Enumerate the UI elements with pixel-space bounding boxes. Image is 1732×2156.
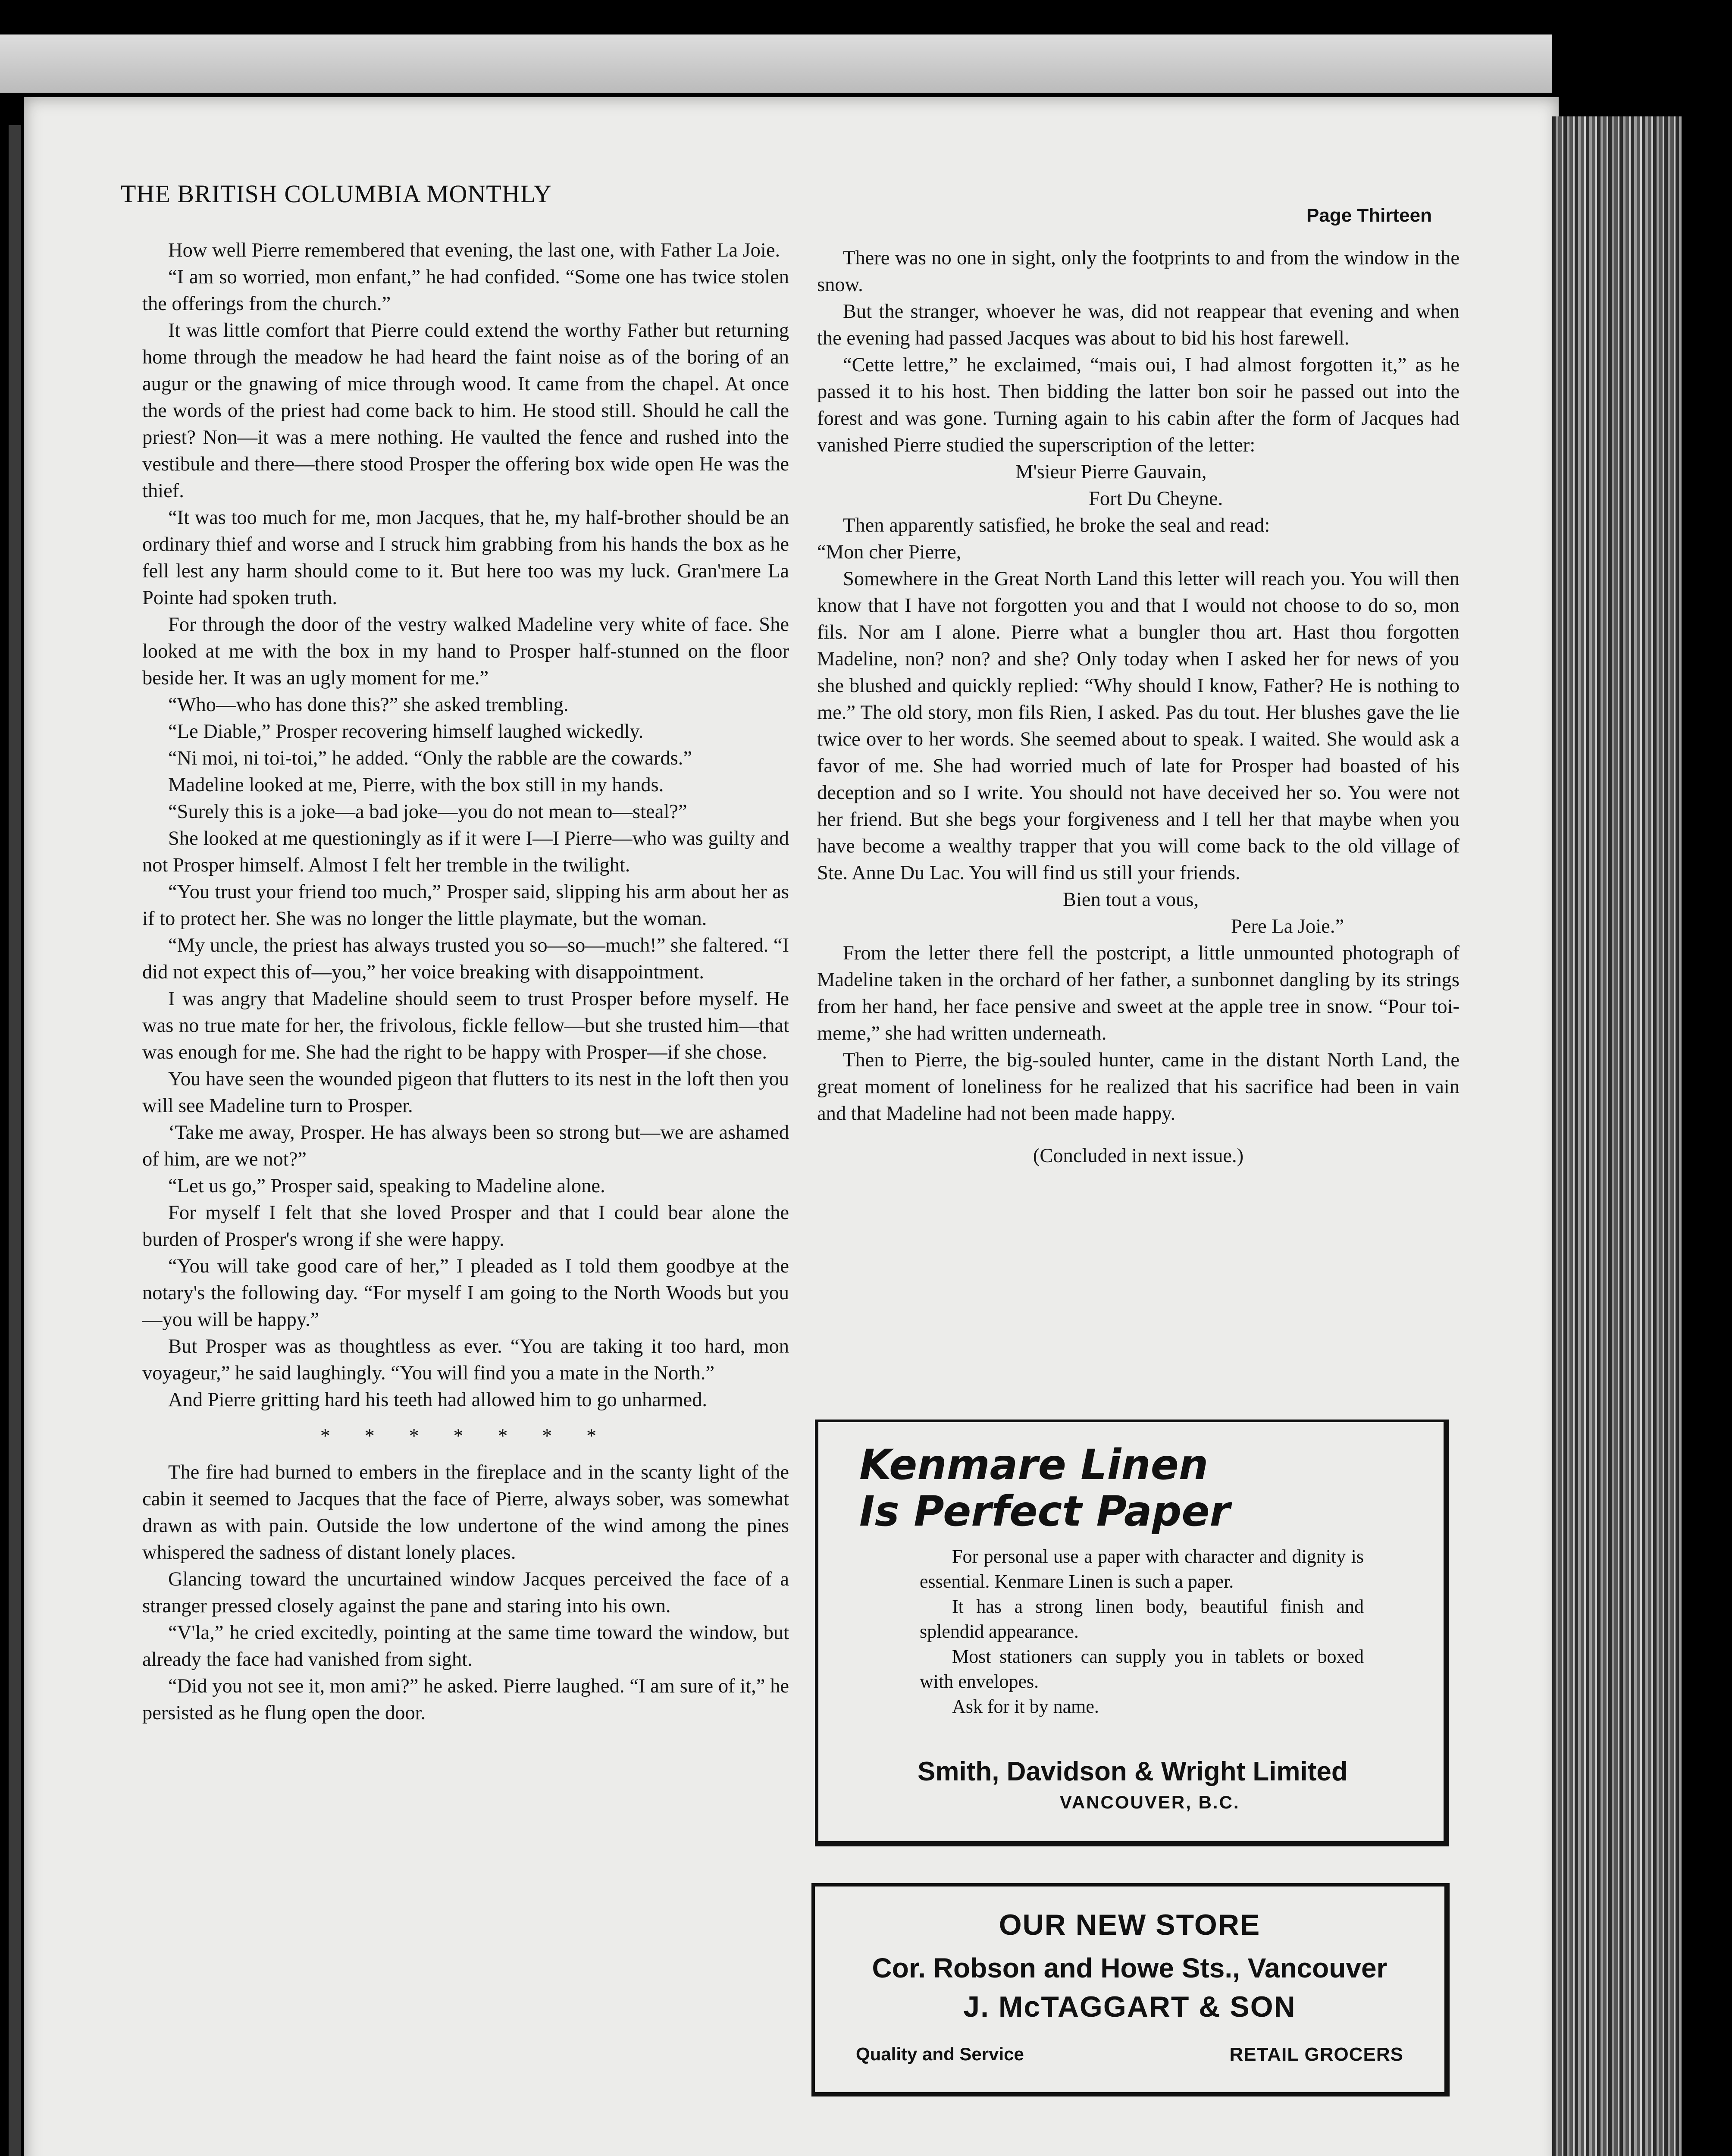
letter-body: Somewhere in the Great North Land this letter will reach you. You will then know that I have not forgotten you and that I would not choose to do so, mon fils. Nor am I alone. Pierre what a bungler thou art. Hast thou forgotten Madeline, non? non? and she? Only today when I asked her for news of you she blushed and quickly replied: “Why should I know, Father? He is nothing to me.” The old story, mon fils Rien, I asked. Pas du tout. Her blushes gave the lie twice over to her words. She seemed about to speak. I waited. She would ask a favor of me. She had worried much of late for Prosper had boasted of his deception and so I write. You should not have deceived her so. You were not her friend. But she begs your forgiveness and I tell her that maybe when you have become a wealthy trapper that you will come back to the old village of Ste. Anne Du Lac. You will find us still your friends.: [817, 568, 1460, 884]
ad-store-trade: RETAIL GROCERS: [1229, 2044, 1403, 2065]
letter-closing: Bien tout a vous,: [1063, 889, 1199, 911]
kenmare-linen-advertisement: [815, 1420, 1449, 1846]
paragraph: “Surely this is a joke—a bad joke—you do not mean to—steal?”: [168, 801, 687, 823]
ad-paragraph: Most stationers can supply you in tablets or boxed with envelopes.: [920, 1646, 1364, 1692]
scan-top-strip: [0, 34, 1552, 93]
letter-salutation: “Mon cher Pierre,: [817, 541, 962, 563]
ad-paragraph: Ask for it by name.: [952, 1696, 1099, 1717]
ad-headline-line-1: Kenmare Linen: [859, 1441, 1209, 1489]
ad-store-owner: J. McTAGGART & SON: [963, 1990, 1296, 2023]
ad-city: VANCOUVER, B.C.: [1060, 1792, 1240, 1812]
paragraph: “Let us go,” Prosper said, speaking to Madeline alone.: [168, 1175, 605, 1197]
text-column-left: [142, 237, 789, 1727]
ad-store-tagline: Quality and Service: [856, 2044, 1024, 2064]
ad-paragraph: For personal use a paper with character and dignity is essential. Kenmare Linen is such a paper.: [920, 1546, 1364, 1592]
page-number-label: Page Thirteen: [1306, 205, 1432, 226]
paragraph: “My uncle, the priest has always trusted you so—so—much!” she faltered. “I did not expect this of—you,” her voice breaking with disappointment.: [142, 934, 789, 983]
text-column-right: [817, 245, 1460, 1169]
section-break: * * * * * * *: [320, 1425, 611, 1447]
paragraph: I was angry that Madeline should seem to trust Prosper before myself. He was no true mate for her, the frivolous, fickle fellow—but she trusted him—that was enough for me. She had the right to be happy with Prosper—if she chose.: [142, 988, 789, 1063]
paragraph: “It was too much for me, mon Jacques, that he, my half-brother should be an ordinary thief and worse and I struck him grabbing from his hands the box as he fell lest any harm should come to it. But here too was my luck. Gran'mere La Pointe had spoken truth.: [142, 507, 789, 609]
ad-paragraph: It has a strong linen body, beautiful finish and splendid appearance.: [920, 1596, 1364, 1642]
paragraph: The fire had burned to embers in the fireplace and in the scanty light of the cabin it seemed to Jacques that the face of Pierre, always sober, was somewhat drawn as with pain. Outside the low undertone of the wind among the pines whispered the sadness of distant lonely places.: [142, 1461, 789, 1564]
book-page-edges: [1552, 116, 1682, 2156]
letter-signature: Pere La Joie.”: [1231, 915, 1344, 937]
paragraph: Then apparently satisfied, he broke the seal and read:: [843, 514, 1270, 536]
ad-firm-name: Smith, Davidson & Wright Limited: [918, 1757, 1348, 1786]
paragraph: Then to Pierre, the big-souled hunter, came in the distant North Land, the great moment of loneliness for he realized that his sacrifice had been in vain and that Madeline had not been made happy.: [817, 1049, 1460, 1125]
paragraph: “You will take good care of her,” I pleaded as I told them goodbye at the notary's the following day. “For myself I am going to the North Woods but you—you will be happy.”: [142, 1255, 789, 1331]
paragraph: “I am so worried, mon enfant,” he had confided. “Some one has twice stolen the offerings from the church.”: [142, 266, 789, 315]
ad-store-headline: OUR NEW STORE: [999, 1908, 1261, 1941]
paragraph: How well Pierre remembered that evening, the last one, with Father La Joie.: [168, 239, 780, 261]
paragraph: From the letter there fell the postcript, a little unmounted photograph of Madeline taken in the orchard of her father, a sunbonnet dangling by its strings from her hand, her face pensive and sweet at the apple tree in snow. “Pour toi-meme,” she had written underneath.: [817, 942, 1460, 1044]
paragraph: “Who—who has done this?” she asked trembling.: [168, 694, 569, 716]
paragraph: Madeline looked at me, Pierre, with the box still in my hands.: [168, 774, 664, 796]
continued-note: (Concluded in next issue.): [1033, 1145, 1244, 1167]
paragraph: “V'la,” he cried excitedly, pointing at the same time toward the window, but already the face had vanished from sight.: [142, 1622, 789, 1670]
paragraph: She looked at me questioningly as if it were I—I Pierre—who was guilty and not Prosper himself. Almost I felt her tremble in the twilight.: [142, 827, 789, 876]
ad-store-address: Cor. Robson and Howe Sts., Vancouver: [872, 1952, 1387, 1984]
paragraph: There was no one in sight, only the footprints to and from the window in the snow.: [817, 247, 1460, 296]
paragraph: But the stranger, whoever he was, did not reappear that evening and when the evening had passed Jacques was about to bid his host farewell.: [817, 301, 1460, 349]
ad-body: [920, 1544, 1364, 1719]
magazine-title: THE BRITISH COLUMBIA MONTHLY: [121, 180, 552, 208]
adjacent-page-edge: [9, 125, 21, 2156]
paragraph: But Prosper was as thoughtless as ever. “You are taking it too hard, mon voyageur,” he said laughingly. “You will find you a mate in the North.”: [142, 1335, 789, 1384]
paragraph: You have seen the wounded pigeon that flutters to its nest in the loft then you will see Madeline turn to Prosper.: [142, 1068, 789, 1117]
paragraph: ‘Take me away, Prosper. He has always been so strong but—we are ashamed of him, are we not?”: [142, 1122, 789, 1170]
paragraph: And Pierre gritting hard his teeth had allowed him to go unharmed.: [168, 1389, 708, 1411]
ad-headline-line-2: Is Perfect Paper: [859, 1487, 1230, 1536]
paragraph: “Did you not see it, mon ami?” he asked. Pierre laughed. “I am sure of it,” he persisted as he flung open the door.: [142, 1675, 789, 1724]
paragraph: Glancing toward the uncurtained window Jacques perceived the face of a stranger pressed closely against the pane and staring into his own.: [142, 1568, 789, 1617]
paragraph: “Cette lettre,” he exclaimed, “mais oui, I had almost forgotten it,” as he passed it to his host. Then bidding the latter bon soir he passed out into the forest and was gone. Turning again to his cabin after the form of Jacques had vanished Pierre studied the superscription of the letter:: [817, 354, 1460, 456]
letter-address-place: Fort Du Cheyne.: [1089, 488, 1223, 510]
letter-address-name: M'sieur Pierre Gauvain,: [1015, 461, 1207, 483]
ad-headline: [859, 1442, 1230, 1535]
paragraph: “Le Diable,” Prosper recovering himself laughed wickedly.: [168, 721, 644, 743]
grocer-store-advertisement: [811, 1883, 1450, 2096]
paragraph: For myself I felt that she loved Prosper and that I could bear alone the burden of Prosper's wrong if she were happy.: [142, 1202, 789, 1250]
paragraph: It was little comfort that Pierre could extend the worthy Father but returning home through the meadow he had heard the faint noise as of the boring of an augur or the gnawing of mice through wood. It came from the chapel. At once the words of the priest had come back to him. He stood still. Should he call the priest? Non—it was a mere nothing. He vaulted the fence and rushed into the vestibule and there—there stood Prosper the offering box wide open He was the thief.: [142, 320, 789, 502]
paragraph: “You trust your friend too much,” Prosper said, slipping his arm about her as if to protect her. She was no longer the little playmate, but the woman.: [142, 881, 789, 930]
paragraph: For through the door of the vestry walked Madeline very white of face. She looked at me with the box in my hand to Prosper half-stunned on the floor beside her. It was an ugly moment for me.”: [142, 614, 789, 689]
paragraph: “Ni moi, ni toi-toi,” he added. “Only the rabble are the cowards.”: [168, 747, 692, 769]
